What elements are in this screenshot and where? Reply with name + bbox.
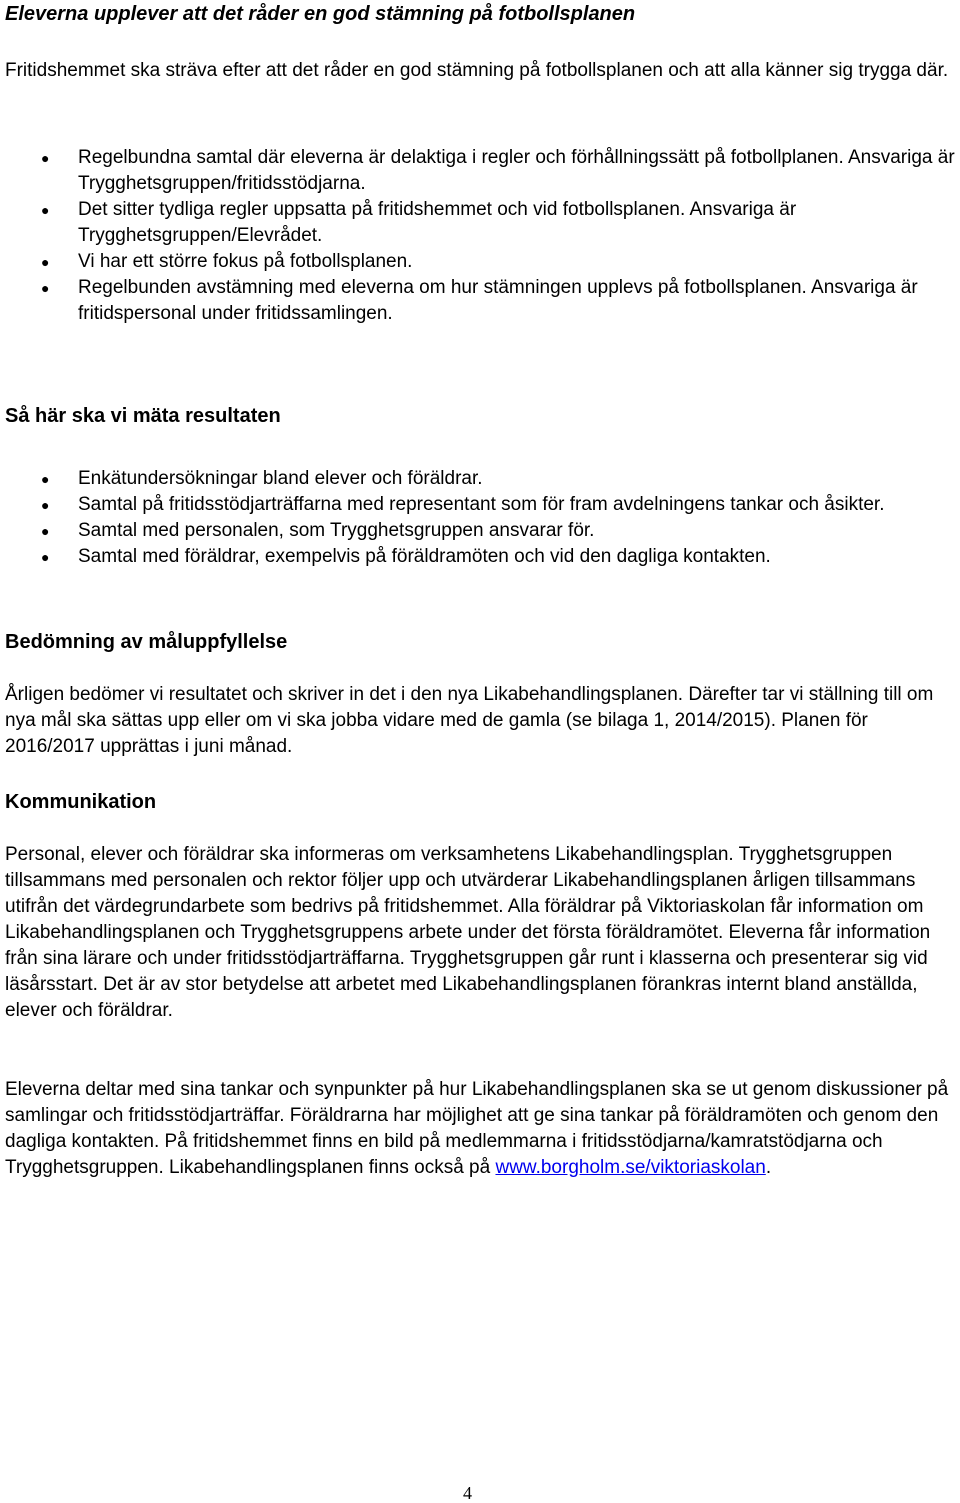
bullet-icon: ● bbox=[41, 523, 50, 539]
bullet-icon: ● bbox=[41, 471, 50, 487]
list-item bbox=[5, 197, 955, 249]
list-item bbox=[5, 518, 955, 544]
communication-paragraph-1: Personal, elever och föräldrar ska informeras om verksamhetens Likabehandlingsplan. Trygghetsgruppen tillsammans med personalen och rektor följer upp och utvärderar Likabehandlingsplanen årligen tillsammans utifrån det värdegrundarbete som bedrivs på fritidshemmet. Alla föräldrar på Viktoriaskolan får information om Likabehandlingsplanen och Trygghetsgruppens arbete under det första föräldramötet. Eleverna får information från sina lärare och under fritidsstödjarträffarna. Trygghetsgruppen går runt i klasserna och presenterar sig vid läsårsstart. Det är av stor betydelse att arbetet med Likabehandlingsplanen förankras internt bland anställda, elever och föräldrar. bbox=[5, 844, 931, 1021]
list-item bbox=[5, 275, 955, 327]
bullet-icon: ● bbox=[41, 202, 50, 218]
school-website-link[interactable]: www.borgholm.se/viktoriaskolan bbox=[495, 1157, 766, 1178]
bullet-icon: ● bbox=[41, 549, 50, 565]
list-item bbox=[5, 466, 955, 492]
assessment-paragraph: Årligen bedömer vi resultatet och skriver in det i den nya Likabehandlingsplanen. Därefter tar vi ställning till om nya mål ska sättas upp eller om vi ska jobba vidare med de gamla (se bilaga 1, 2014/2015). Planen för 2016/2017 upprättas i juni månad. bbox=[5, 684, 934, 757]
assessment-heading: Bedömning av måluppfyllelse bbox=[5, 631, 288, 653]
measure-heading: Så här ska vi mäta resultaten bbox=[5, 405, 281, 427]
list-item-text: Vi har ett större fokus på fotbollsplanen. bbox=[78, 251, 413, 272]
list-item bbox=[5, 145, 955, 197]
communication-paragraph-2-text: Eleverna deltar med sina tankar och synpunkter på hur Likabehandlingsplanen ska se ut genom diskussioner på samlingar och fritidsstödjarträffar. Föräldrarna har möjlighet att ge sina tankar på föräldramöten och genom den dagliga kontakten. På fritidshemmet finns en bild på medlemmarna i fritidsstödjarna/kamratstödjarna och Trygghetsgruppen. Likabehandlingsplanen finns också på bbox=[5, 1079, 949, 1178]
communication-paragraph-2-end: . bbox=[765, 1157, 772, 1178]
communication-paragraph-2 bbox=[5, 1077, 955, 1181]
list-item bbox=[5, 492, 955, 518]
measure-bullet-list bbox=[5, 466, 955, 570]
list-item-text: Regelbunden avstämning med eleverna om hur stämningen upplevs på fotbollsplanen. Ansvariga är fritidspersonal under fritidssamlingen. bbox=[78, 277, 918, 324]
communication-heading: Kommunikation bbox=[5, 791, 157, 813]
list-item bbox=[5, 544, 955, 570]
goal-heading: Eleverna upplever att det råder en god stämning på fotbollsplanen bbox=[5, 3, 636, 25]
list-item-text: Samtal med föräldrar, exempelvis på föräldramöten och vid den dagliga kontakten. bbox=[78, 546, 771, 567]
goal-intro: Fritidshemmet ska sträva efter att det råder en god stämning på fotbollsplanen och att alla känner sig trygga där. bbox=[5, 60, 949, 81]
bullet-icon: ● bbox=[41, 254, 50, 270]
bullet-icon: ● bbox=[41, 497, 50, 513]
list-item-text: Regelbundna samtal där eleverna är delaktiga i regler och förhållningssätt på fotbollplanen. Ansvariga är Trygghetsgruppen/fritidsstödjarna. bbox=[78, 147, 955, 194]
list-item-text: Samtal på fritidsstödjarträffarna med representant som för fram avdelningens tankar och åsikter. bbox=[78, 494, 885, 515]
goal-bullet-list bbox=[5, 145, 955, 327]
list-item bbox=[5, 249, 955, 275]
bullet-icon: ● bbox=[41, 150, 50, 166]
list-item-text: Enkätundersökningar bland elever och föräldrar. bbox=[78, 468, 483, 489]
list-item-text: Det sitter tydliga regler uppsatta på fritidshemmet och vid fotbollsplanen. Ansvariga är Trygghetsgruppen/Elevrådet. bbox=[78, 199, 797, 246]
list-item-text: Samtal med personalen, som Trygghetsgruppen ansvarar för. bbox=[78, 520, 595, 541]
page-number: 4 bbox=[463, 1483, 472, 1503]
bullet-icon: ● bbox=[41, 280, 50, 296]
